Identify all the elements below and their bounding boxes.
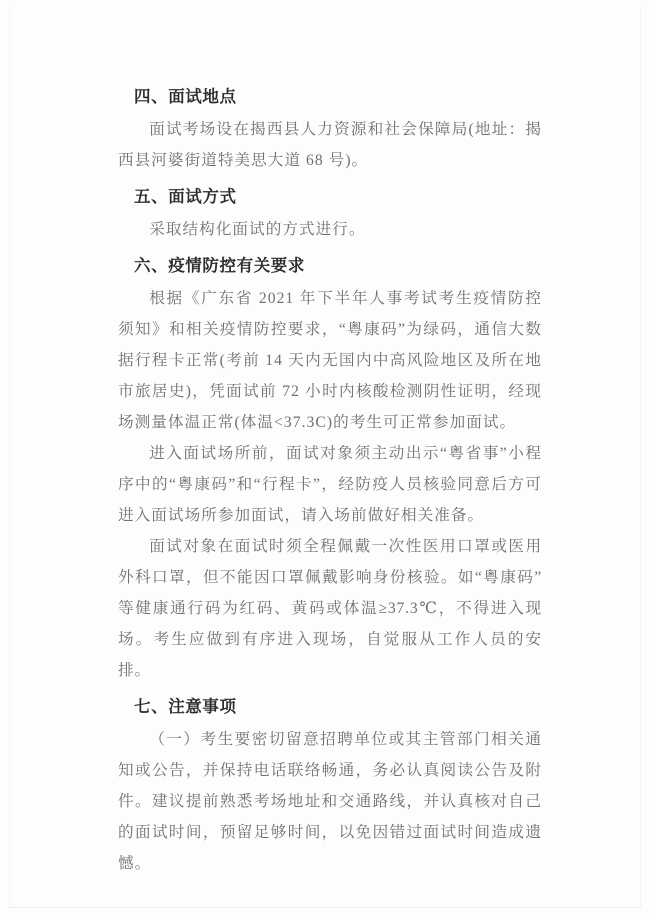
page-edge-right (640, 6, 641, 908)
section-heading-notes: 七、注意事项 (134, 698, 237, 716)
section-heading-interview-location: 四、面试地点 (134, 88, 237, 106)
paragraph-interview-method: 采取结构化面试的方式进行。 (149, 221, 366, 238)
paragraph-epidemic-requirements: 根据《广东省 2021 年下半年人事考试考生疫情防控须知》和相关疫情防控要求，“粤康码”为绿码，通信大数据行程卡正常(考前 14 天内无国内中高风险地区及所在地市旅居史)，凭面试前 72 小时内核酸检测阴性证明，经现场测量体温正常(体温<37.3C)的考生可正常参加面试。 (118, 290, 542, 431)
paragraph-interview-location: 面试考场设在揭西县人力资源和社会保障局(地址：揭西县河婆街道特美思大道 68 号)。 (118, 121, 542, 169)
paragraph-entry-code-check: 进入面试场所前，面试对象须主动出示“粤省事”小程序中的“粤康码”和“行程卡”，经防疫人员核验同意后方可进入面试场所参加面试，请入场前做好相关准备。 (118, 445, 542, 524)
paragraph-mask-and-temperature: 面试对象在面试时须全程佩戴一次性医用口罩或医用外科口罩，但不能因口罩佩戴影响身份核验。如“粤康码”等健康通行码为红码、黄码或体温≥37.3℃，不得进入现场。考生应做到有序进入现场，自觉服从工作人员的安排。 (118, 538, 542, 679)
page-edge-bottom (8, 907, 642, 908)
page-edge-left (9, 6, 10, 908)
section-heading-epidemic-prevention: 六、疫情防控有关要求 (134, 257, 305, 275)
paragraph-note-item-1: （一）考生要密切留意招聘单位或其主管部门相关通知或公告，并保持电话联络畅通，务必认真阅读公告及附件。建议提前熟悉考场地址和交通路线，并认真核对自己的面试时间，预留足够时间，以免因错过面试时间造成遗憾。 (118, 731, 542, 872)
document-body (118, 78, 542, 879)
section-heading-interview-method: 五、面试方式 (134, 188, 237, 206)
